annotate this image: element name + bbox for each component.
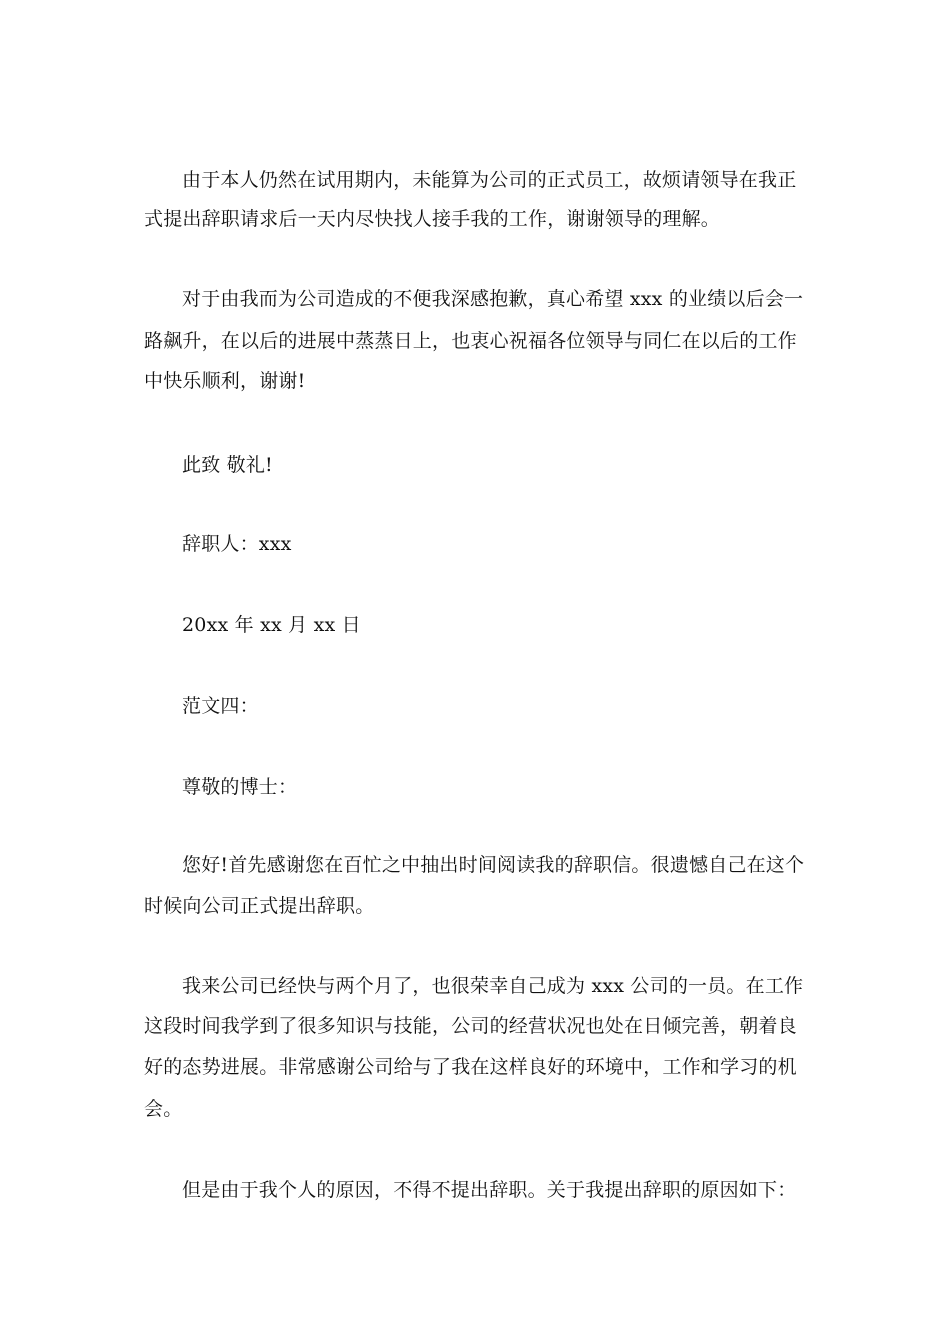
signature-line: 辞职人：xxx bbox=[182, 533, 292, 555]
paragraph-4-line-1: 我来公司已经快与两个月了，也很荣幸自己成为 xxx 公司的一员。在工作 bbox=[182, 975, 804, 997]
section-heading: 范文四： bbox=[182, 695, 259, 717]
paragraph-3-line-1: 您好!首先感谢您在百忙之中抽出时间阅读我的辞职信。很遗憾自己在这个 bbox=[182, 854, 805, 876]
paragraph-2-line-3: 中快乐顺利，谢谢! bbox=[144, 370, 306, 392]
paragraph-4-line-2: 这段时间我学到了很多知识与技能，公司的经营状况也处在日倾完善，朝着良 bbox=[144, 1015, 797, 1037]
closing-salutation: 此致 敬礼! bbox=[182, 454, 273, 476]
paragraph-4-line-3: 好的态势进展。非常感谢公司给与了我在这样良好的环境中，工作和学习的机 bbox=[144, 1056, 797, 1078]
paragraph-5-line-1: 但是由于我个人的原因，不得不提出辞职。关于我提出辞职的原因如下： bbox=[182, 1179, 797, 1201]
greeting-line: 尊敬的博士： bbox=[182, 776, 298, 798]
paragraph-1-line-1: 由于本人仍然在试用期内，未能算为公司的正式员工，故烦请领导在我正 bbox=[182, 169, 797, 191]
paragraph-2-line-2: 路飙升，在以后的进展中蒸蒸日上，也衷心祝福各位领导与同仁在以后的工作 bbox=[144, 330, 797, 352]
paragraph-1-line-2: 式提出辞职请求后一天内尽快找人接手我的工作，谢谢领导的理解。 bbox=[144, 208, 721, 230]
paragraph-4-line-4: 会。 bbox=[144, 1098, 183, 1120]
paragraph-2-line-1: 对于由我而为公司造成的不便我深感抱歉，真心希望 xxx 的业绩以后会一 bbox=[182, 288, 804, 310]
date-line: 20xx 年 xx 月 xx 日 bbox=[182, 614, 361, 636]
paragraph-3-line-2: 时候向公司正式提出辞职。 bbox=[144, 895, 375, 917]
